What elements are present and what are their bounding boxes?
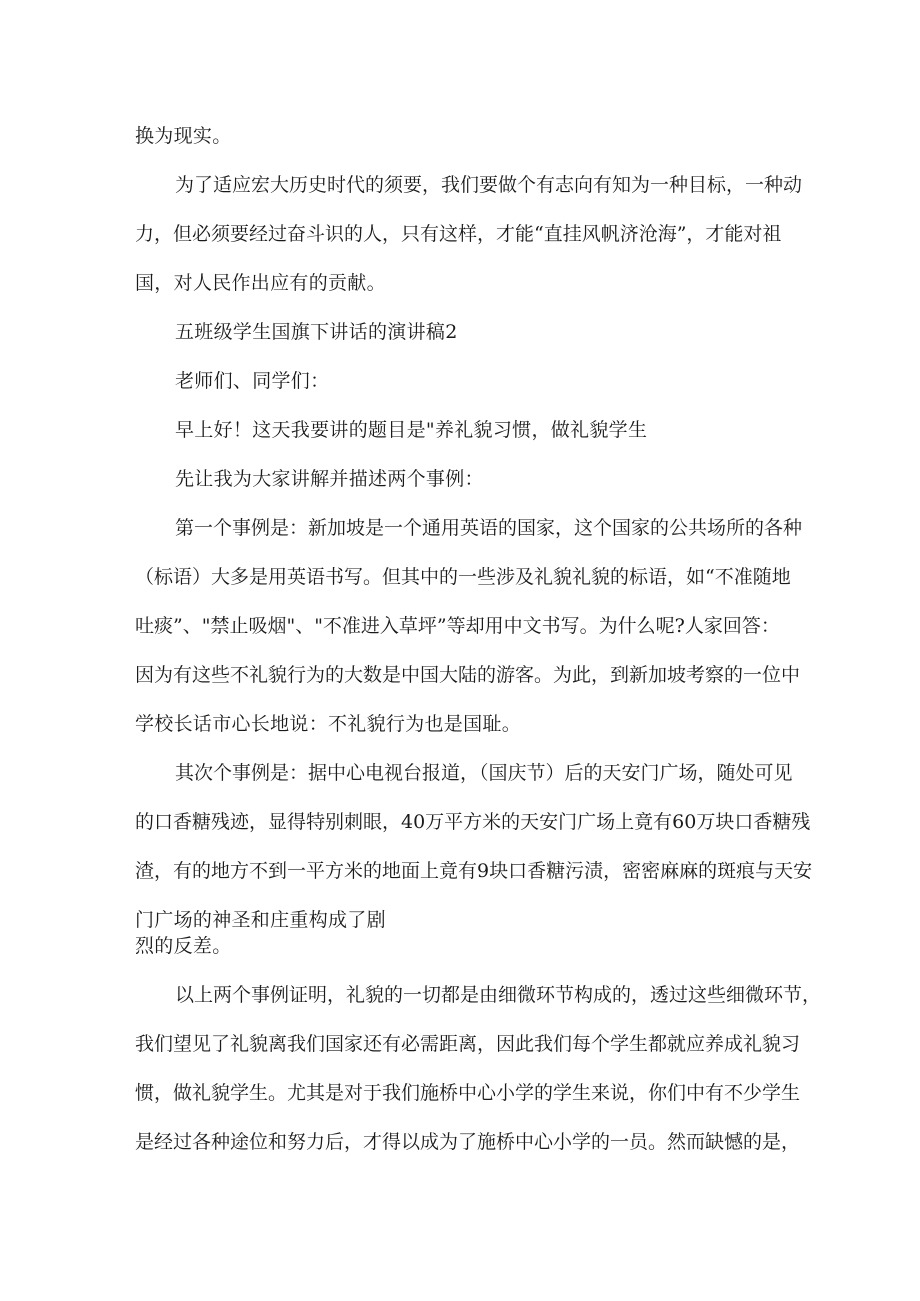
text-line: 先让我为大家讲解并描述两个事例：	[175, 468, 484, 490]
text-line: （标语）大多是用英语书写。但其中的一些涉及礼貌礼貌的标语，如“不准随地	[135, 566, 791, 588]
text-line: 以上两个事例证明，礼貌的一切都是由细微环节构成的，透过这些细微环节，	[175, 984, 822, 1006]
text-line: 渣，有的地方不到一平方米的地面上竟有9块口香糖污渍，密密麻麻的斑痕与天安	[135, 860, 813, 882]
text-line: 我们望见了礼貌离我们国家还有必需距离，因此我们每个学生都就应养成礼貌习	[135, 1033, 801, 1055]
text-line: 惯，做礼貌学生。尤其是对于我们施桥中心小学的学生来说，你们中有不少学生	[135, 1082, 801, 1104]
text-line: 第一个事例是：新加坡是一个通用英语的国家，这个国家的公共场所的各种	[175, 517, 803, 539]
text-line: 学校长话市心长地说：不礼貌行为也是国耻。	[135, 713, 522, 735]
text-line: 早上好！这天我要讲的题目是"养礼貌习惯，做礼貌学生	[175, 419, 648, 441]
text-line: 烈的反差。	[135, 935, 232, 957]
text-line: 吐痰”、"禁止吸烟"、"不准进入草坪”等却用中文书写。为什么呢?人家回答：	[135, 615, 780, 637]
text-line: 换为现实。	[135, 125, 232, 147]
text-line: 为了适应宏大历史时代的须要，我们要做个有志向有知为一种目标，一种动	[175, 174, 803, 196]
text-line: 是经过各种途位和努力后，才得以成为了施桥中心小学的一员。然而缺憾的是，	[135, 1131, 801, 1153]
text-line: 国，对人民作出应有的贡献。	[135, 272, 386, 294]
text-line: 力，但必须要经过奋斗识的人，只有这样，才能“直挂风帆济沧海”，才能对祖	[135, 223, 782, 245]
section-heading: 五班级学生国旗下讲话的演讲稿2	[175, 321, 458, 343]
text-line: 的口香糖残迹，显得特别刺眼，40万平方米的天安门广场上竟有60万块口香糖残	[135, 811, 811, 833]
text-line: 门广场的神圣和庄重构成了剧	[135, 909, 386, 931]
text-line: 因为有这些不礼貌行为的大数是中国大陆的游客。为此，到新加坡考察的一位中	[135, 664, 801, 686]
text-line: 其次个事例是：据中心电视台报道，（国庆节）后的天安门广场，随处可见	[175, 762, 793, 784]
text-line: 老师们、同学们：	[175, 370, 330, 392]
